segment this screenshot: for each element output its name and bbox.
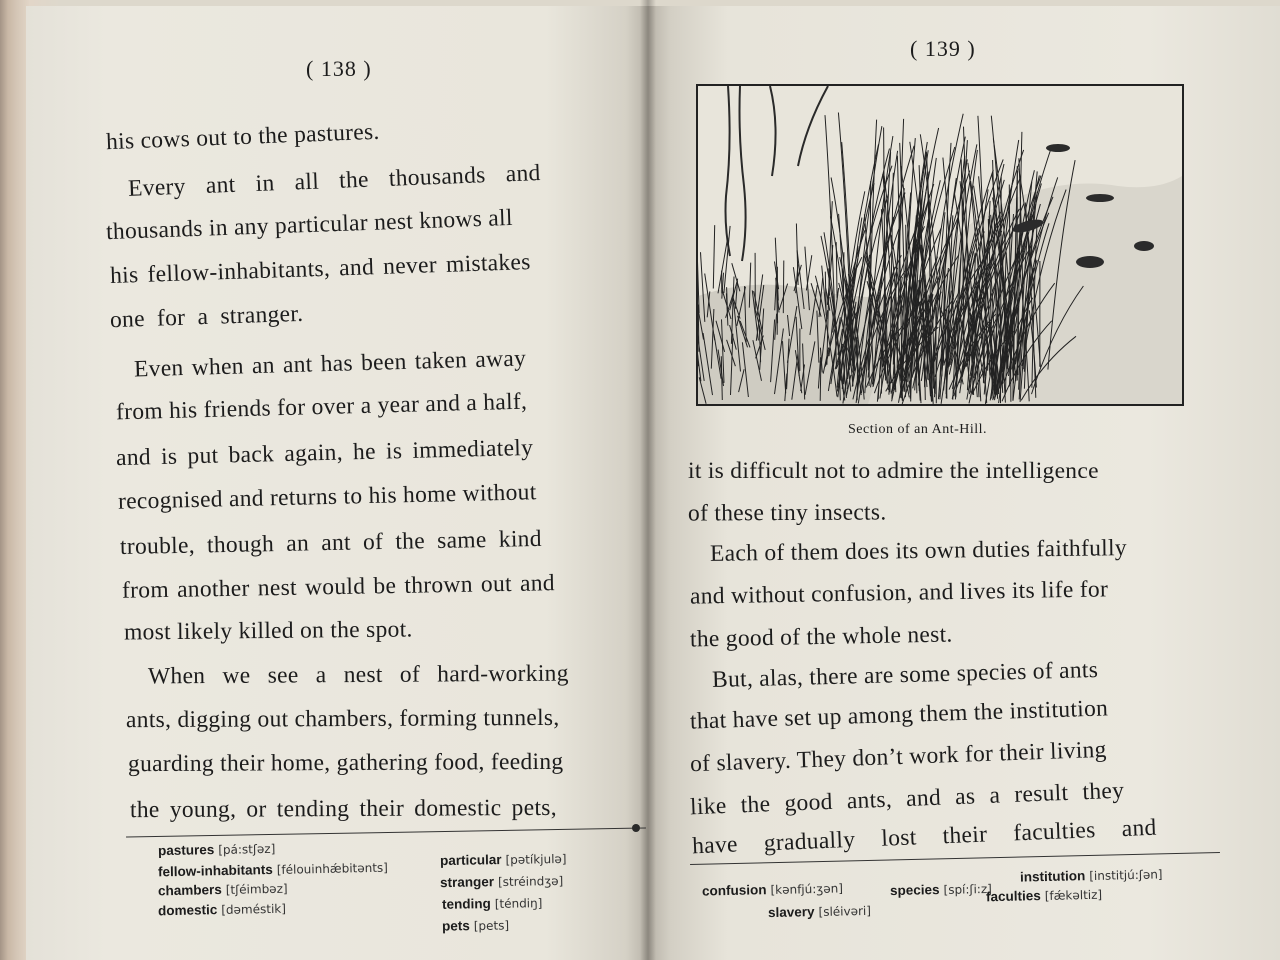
text-line: his cows out to the pastures. (105, 118, 381, 156)
vocab-pronunciation: [institjú:ʃən] (1089, 867, 1163, 884)
vocab-word: domestic (157, 902, 218, 919)
ant-hill-drawing (698, 86, 1182, 404)
vocab-entry (986, 887, 1102, 906)
page-number: ( 139 ) (910, 36, 976, 61)
vocab-word: pastures (157, 842, 215, 859)
vocab-pronunciation: [téndiŋ] (494, 896, 543, 911)
vocab-entry (158, 881, 288, 900)
vocab-entry (702, 880, 843, 899)
vocab-pronunciation: [fǽkəltiz] (1044, 887, 1103, 903)
text-line: have gradually lost their faculties and (691, 814, 1158, 860)
text-line: one for a stranger. (109, 300, 304, 334)
vocab-word: tending (441, 896, 491, 912)
vocab-word: stranger (439, 874, 495, 891)
vocab-pronunciation: [félouinhǽbitənts] (276, 860, 389, 877)
text-line: and without confusion, and lives its life for (689, 576, 1109, 610)
text-line: most likely killed on the spot. (123, 616, 413, 646)
vocab-word: slavery (767, 904, 815, 921)
vocab-entry (158, 860, 388, 881)
text-line: his fellow-inhabitants, and never mistakes (109, 249, 532, 289)
vocab-pronunciation: [kənfjú:ʒən] (770, 881, 844, 898)
vocab-entry (768, 903, 871, 921)
text-line: guarding their home, gathering food, feeding (127, 748, 564, 778)
vocab-word: fellow-inhabitants (157, 862, 273, 880)
text-line: recognised and returns to his home without (117, 479, 537, 515)
page-number: ( 138 ) (306, 56, 372, 81)
text-line: the young, or tending their domestic pets, (129, 794, 557, 824)
vocab-entry (440, 873, 564, 891)
vocab-pronunciation: [dəméstik] (221, 901, 287, 918)
text-line: trouble, though an ant of the same kind (119, 525, 542, 561)
vocab-word: confusion (701, 882, 767, 899)
vocab-word: chambers (157, 882, 222, 899)
vocab-pronunciation: [pá:stʃəz] (218, 841, 276, 857)
ant-hill-illustration (696, 84, 1184, 406)
text-line: But, alas, there are some species of ants (711, 656, 1099, 694)
text-line: the good of the whole nest. (689, 621, 953, 653)
vocab-entry (890, 881, 992, 899)
text-line: from another nest would be thrown out and (121, 570, 556, 604)
book-gutter (640, 0, 656, 960)
text-line: of slavery. They don’t work for their living (689, 736, 1108, 778)
vocab-word: institution (1019, 868, 1086, 885)
vocab-entry (442, 917, 509, 934)
text-line: Every ant in all the thousands and (127, 160, 542, 202)
footnote-divider (126, 827, 646, 837)
text-line: ants, digging out chambers, forming tunnels, (125, 704, 560, 734)
vocab-entry (1020, 866, 1163, 885)
vocab-pronunciation: [stréindʒə] (497, 873, 564, 890)
text-line: from his friends for over a year and a half, (115, 388, 528, 426)
vocab-word: faculties (985, 888, 1041, 905)
text-line: When we see a nest of hard-working (147, 660, 569, 690)
vocab-entry (158, 841, 276, 859)
vocab-word: pets (441, 918, 470, 934)
vocab-entry (442, 895, 543, 913)
text-line: that have set up among them the institution (689, 695, 1109, 735)
vocab-word: particular (439, 852, 502, 869)
text-line: it is difficult not to admire the intelligence (688, 458, 1099, 484)
left-page (26, 6, 648, 960)
vocab-pronunciation: [sléivəri] (818, 903, 872, 920)
text-line: like the good ants, and as a result they (689, 777, 1125, 821)
text-line: thousands in any particular nest knows all (105, 204, 514, 246)
text-line: Each of them does its own duties faithfully (709, 535, 1128, 567)
vocab-pronunciation: [pets] (473, 918, 510, 934)
text-line: Even when an ant has been taken away (133, 345, 527, 383)
ink-dot (632, 824, 640, 832)
vocab-entry (158, 901, 286, 920)
vocab-word: species (889, 882, 940, 899)
figure-caption: Section of an Ant-Hill. (848, 422, 988, 437)
text-line: and is put back again, he is immediately (115, 434, 534, 472)
vocab-entry (440, 851, 567, 869)
text-line: of these tiny insects. (687, 499, 887, 527)
right-page (648, 6, 1280, 960)
vocab-pronunciation: [spí:ʃi:z] (943, 881, 993, 897)
vocab-pronunciation: [pətíkjulə] (505, 851, 567, 867)
vocab-pronunciation: [tʃéimbəz] (225, 881, 288, 897)
